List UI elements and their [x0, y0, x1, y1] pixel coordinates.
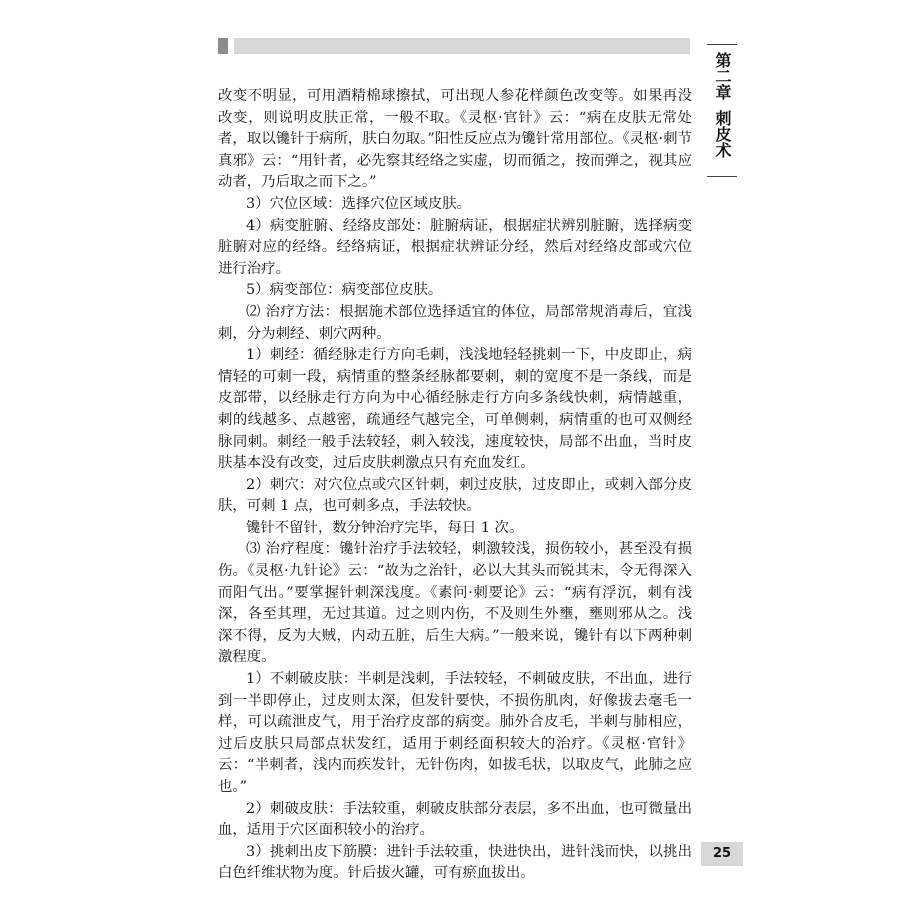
paragraph: 5）病变部位：病变部位皮肤。	[246, 282, 443, 299]
page-number-label: 25	[712, 846, 732, 861]
paragraph: 1）刺经：循经脉走行方向毛刺，浅浅地轻轻挑刺一下，中皮即止，病情轻的可刺一段，病情重的整条经脉都要刺，刺的宽度不是一条线，而是皮部带，以经脉走行方向为中心循经脉走行方向多条线快刺，病情越重，刺的线越多、点越密，疏通经气越完全，可单侧刺，病情重的也可双侧经脉同刺。刺经一般手法较轻，刺入较浅，速度较快，局部不出血，当时皮肤基本没有改变，过后皮肤刺激点只有充血发红。	[218, 347, 692, 472]
paragraph: 3）穴位区域：选择穴位区域皮肤。	[246, 195, 472, 212]
paragraph: ⑵ 治疗方法：根据施术部位选择适宜的体位，局部常规消毒后，宜浅刺，分为刺经、刺穴两种。	[218, 303, 692, 342]
chapter-title: 刺皮术	[713, 110, 732, 158]
paragraph: 3）挑刺出皮下筋膜：进针手法较重，快进快出，进针浅而快，以挑出白色纤维状物为度。针后拔火罐，可有瘀血拔出。	[218, 843, 692, 882]
chapter-rule-top	[707, 44, 737, 45]
chapter-heading	[708, 52, 736, 158]
paragraph: 改变不明显，可用酒精棉球擦拭，可出现人参花样颜色改变等。如果再没改变，则说明皮肤正常，一般不取。《灵枢·官针》云：“病在皮肤无常处者，取以镵针于病所，肤白勿取。”阳性反应点为镵针常用部位。《灵枢·刺节真邪》云：“用针者，必先察其经络之实虚，切而循之，按而弹之，视其应动者，乃后取之而下之。”	[218, 88, 692, 191]
paragraph: 4）病变脏腑、经络皮部处：脏腑病证，根据症状辨别脏腑，选择病变脏腑对应的经络。经络病证，根据症状辨证分经，然后对经络皮部或穴位进行治疗。	[218, 217, 692, 277]
header-bar-marker	[218, 38, 228, 54]
paragraph: 镵针不留针，数分钟治疗完毕，每日 1 次。	[246, 519, 524, 536]
chapter-rule-bottom	[707, 176, 737, 177]
paragraph: 1）不刺破皮肤：半刺是浅刺，手法较轻，不刺破皮肤，不出血，进行到一半即停止，过皮则太深，但发针要快，不损伤肌肉，好像拔去毫毛一样，可以疏泄皮气，用于治疗皮部的病变。肺外合皮毛，半刺与肺相应，过后皮肤只局部点状发红，适用于刺经面积较大的治疗。《灵枢·官针》云：“半刺者，浅内而疾发针，无针伤肉，如拔毛状，以取皮气，此肺之应也。”	[218, 671, 692, 795]
chapter-number: 第二章	[713, 52, 732, 100]
paragraph: ⑶ 治疗程度：镵针治疗手法较轻，刺激较浅，损伤较小，甚至没有损伤。《灵枢·九针论》云：“故为之治针，必以大其头而锐其末，令无得深入而阳气出。”要掌握针刺深浅度。《素问·刺要论》云：“病有浮沉，刺有浅深，各至其理，无过其道。过之则内伤，不及则生外壅，壅则邪从之。浅深不得，反为大贼，内动五脏，后生大病。”一般来说，镵针有以下两种刺激程度。	[218, 541, 692, 666]
paragraph: 2）刺破皮肤：手法较重，刺破皮肤部分表层，多不出血，也可微量出血，适用于穴区面积较小的治疗。	[218, 800, 692, 839]
paragraph: 2）刺穴：对穴位点或穴区针刺，刺过皮肤，过皮即止，或刺入部分皮肤，可刺 1 点，也可刺多点，手法较快。	[218, 476, 692, 515]
body-text	[218, 86, 692, 885]
header-bar	[234, 38, 690, 54]
page-number	[701, 842, 743, 866]
